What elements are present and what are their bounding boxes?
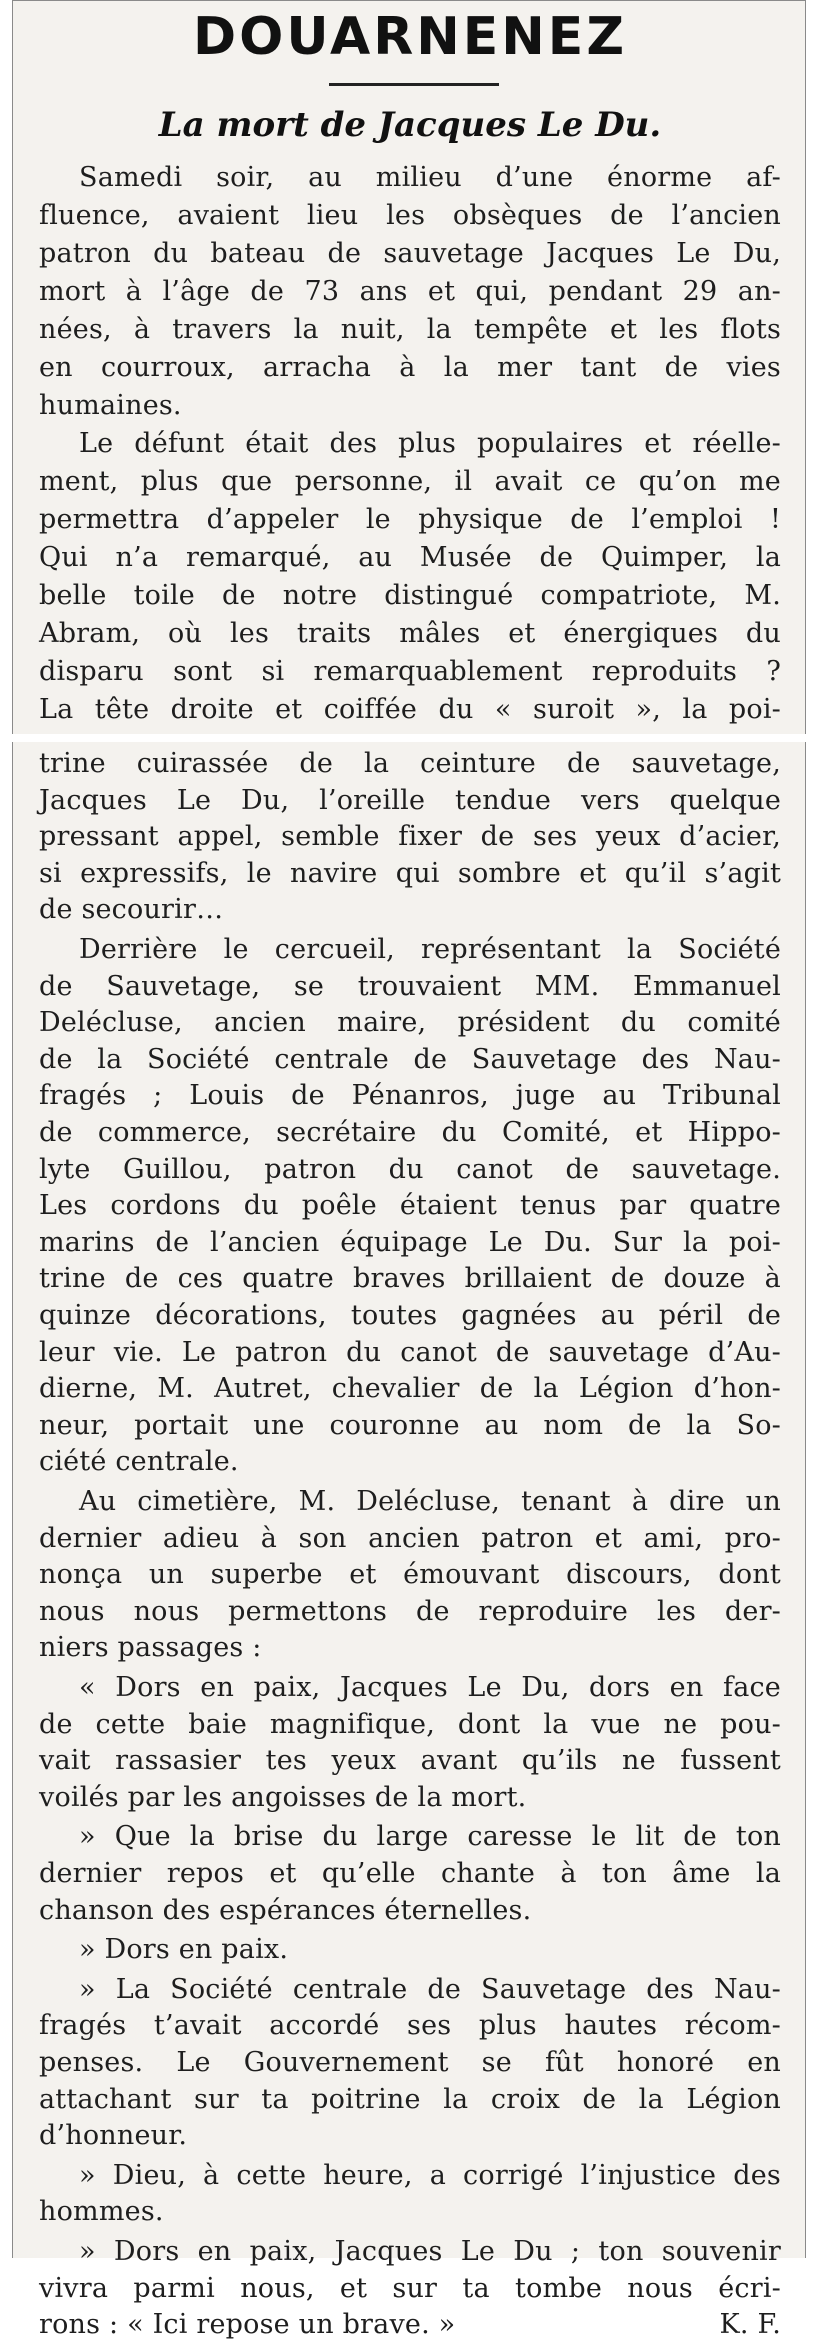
text-line xyxy=(39,2307,781,2344)
text-line: nous nous permettons de reproduire les der- xyxy=(39,1595,781,1627)
text-line: » Dors en paix, Jacques Le Du ; ton souvenir xyxy=(79,2236,781,2267)
text-line: fluence, avaient lieu les obsèques de l’ancien xyxy=(39,200,781,231)
text-line: attachant sur ta poitrine la croix de la Légion xyxy=(39,2083,781,2115)
text-line: La tête droite et coiffée du « suroit », la poi- xyxy=(39,694,781,725)
text-line: trine cuirassée de la ceinture de sauvetage, xyxy=(39,748,781,779)
author-signature: K. F. xyxy=(719,2309,781,2341)
text-line: marins de l’ancien équipage Le Du. Sur la poi- xyxy=(39,1226,781,1258)
title-rule xyxy=(329,83,499,86)
text-line: humaines. xyxy=(39,390,182,421)
text-line: ment, plus que personne, il avait ce qu’on me xyxy=(39,466,781,497)
text-line: » Dieu, à cette heure, a corrigé l’injustice des xyxy=(79,2159,781,2191)
text-line: quinze décorations, toutes gagnées au péril de xyxy=(39,1300,781,1331)
masthead: DOUARNENEZ xyxy=(192,7,628,67)
text-line: en courroux, arracha à la mer tant de vies xyxy=(39,352,781,383)
text-line: lyte Guillou, patron du canot de sauvetage. xyxy=(39,1153,781,1185)
text-line: nées, à travers la nuit, la tempête et les flots xyxy=(39,314,781,345)
text-line: » La Société centrale de Sauvetage des Nau- xyxy=(79,1973,781,2005)
text-line: penses. Le Gouvernement se fût honoré en xyxy=(39,2047,781,2078)
closing-quote-line: rons : « Ici repose un brave. » xyxy=(39,2309,456,2341)
text-line: pressant appel, semble fixer de ses yeux d’acier, xyxy=(39,821,781,853)
text-line: fragés ; Louis de Pénanros, juge au Tribunal xyxy=(39,1080,781,1112)
text-line: de commerce, secrétaire du Comité, et Hippo- xyxy=(39,1117,781,1148)
text-line: dernier adieu à son ancien patron et ami, pro- xyxy=(39,1522,781,1554)
text-line: Abram, où les traits mâles et énergiques du xyxy=(39,618,781,649)
text-line: dernier repos et qu’elle chante à ton âme la xyxy=(39,1858,781,1889)
text-line: patron du bateau de sauvetage Jacques Le Du, xyxy=(39,238,781,269)
text-line: Derrière le cercueil, représentant la Société xyxy=(79,934,781,965)
text-line: Qui n’a remarqué, au Musée de Quimper, la xyxy=(39,542,781,573)
text-line: trine de ces quatre braves brillaient de douze à xyxy=(39,1263,781,1295)
text-line: Le défunt était des plus populaires et réelle- xyxy=(79,428,781,459)
text-line: vivra parmi nous, et sur ta tombe nous écri- xyxy=(39,2272,781,2304)
text-line: de secourir… xyxy=(39,894,224,926)
text-line: Les cordons du poêle étaient tenus par quatre xyxy=(39,1190,781,1222)
text-line: dierne, M. Autret, chevalier de la Légion d’hon- xyxy=(39,1373,781,1405)
text-line: fragés t’avait accordé ses plus hautes récom- xyxy=(39,2010,781,2042)
article-headline: La mort de Jacques Le Du. xyxy=(158,105,662,145)
text-line: vait rassasier tes yeux avant qu’ils ne fussent xyxy=(39,1745,781,1777)
text-line: Jacques Le Du, l’oreille tendue vers quelque xyxy=(39,784,781,816)
text-line: si expressifs, le navire qui sombre et qu’il s’agit xyxy=(39,857,781,889)
text-line: nonça un superbe et émouvant discours, dont xyxy=(39,1559,781,1591)
text-line: de la Société centrale de Sauvetage des Nau- xyxy=(39,1043,781,1075)
article-panel-top xyxy=(12,0,806,734)
text-line: niers passages : xyxy=(39,1632,262,1664)
text-line: Au cimetière, M. Delécluse, tenant à dire un xyxy=(79,1486,781,1517)
text-line: » Que la brise du large caresse le lit de ton xyxy=(79,1821,781,1853)
text-line: ciété centrale. xyxy=(39,1446,239,1478)
text-line: neur, portait une couronne au nom de la So- xyxy=(39,1409,781,1441)
text-line: voilés par les angoisses de la mort. xyxy=(39,1781,527,1813)
text-line: hommes. xyxy=(39,2196,164,2228)
text-line: belle toile de notre distingué compatriote, M. xyxy=(39,580,781,611)
text-line: » Dors en paix. xyxy=(79,1934,289,1966)
text-line: « Dors en paix, Jacques Le Du, dors en face xyxy=(79,1672,781,1703)
text-line: de Sauvetage, se trouvaient MM. Emmanuel xyxy=(39,970,781,1002)
text-line: mort à l’âge de 73 ans et qui, pendant 29 an- xyxy=(39,276,781,307)
text-line: permettra d’appeler le physique de l’emploi ! xyxy=(39,504,781,535)
text-line: Samedi soir, au milieu d’une énorme af- xyxy=(79,162,781,193)
text-line: d’honneur. xyxy=(39,2120,188,2152)
text-line: chanson des espérances éternelles. xyxy=(39,1894,532,1926)
text-line: disparu sont si remarquablement reproduits ? xyxy=(39,656,781,687)
text-line: leur vie. Le patron du canot de sauvetage d’Au- xyxy=(39,1336,781,1368)
text-line: de cette baie magnifique, dont la vue ne pou- xyxy=(39,1708,781,1740)
article-panel-bottom xyxy=(12,742,806,2341)
scan-seam xyxy=(0,734,818,742)
text-line: Delécluse, ancien maire, président du comité xyxy=(39,1007,781,1039)
